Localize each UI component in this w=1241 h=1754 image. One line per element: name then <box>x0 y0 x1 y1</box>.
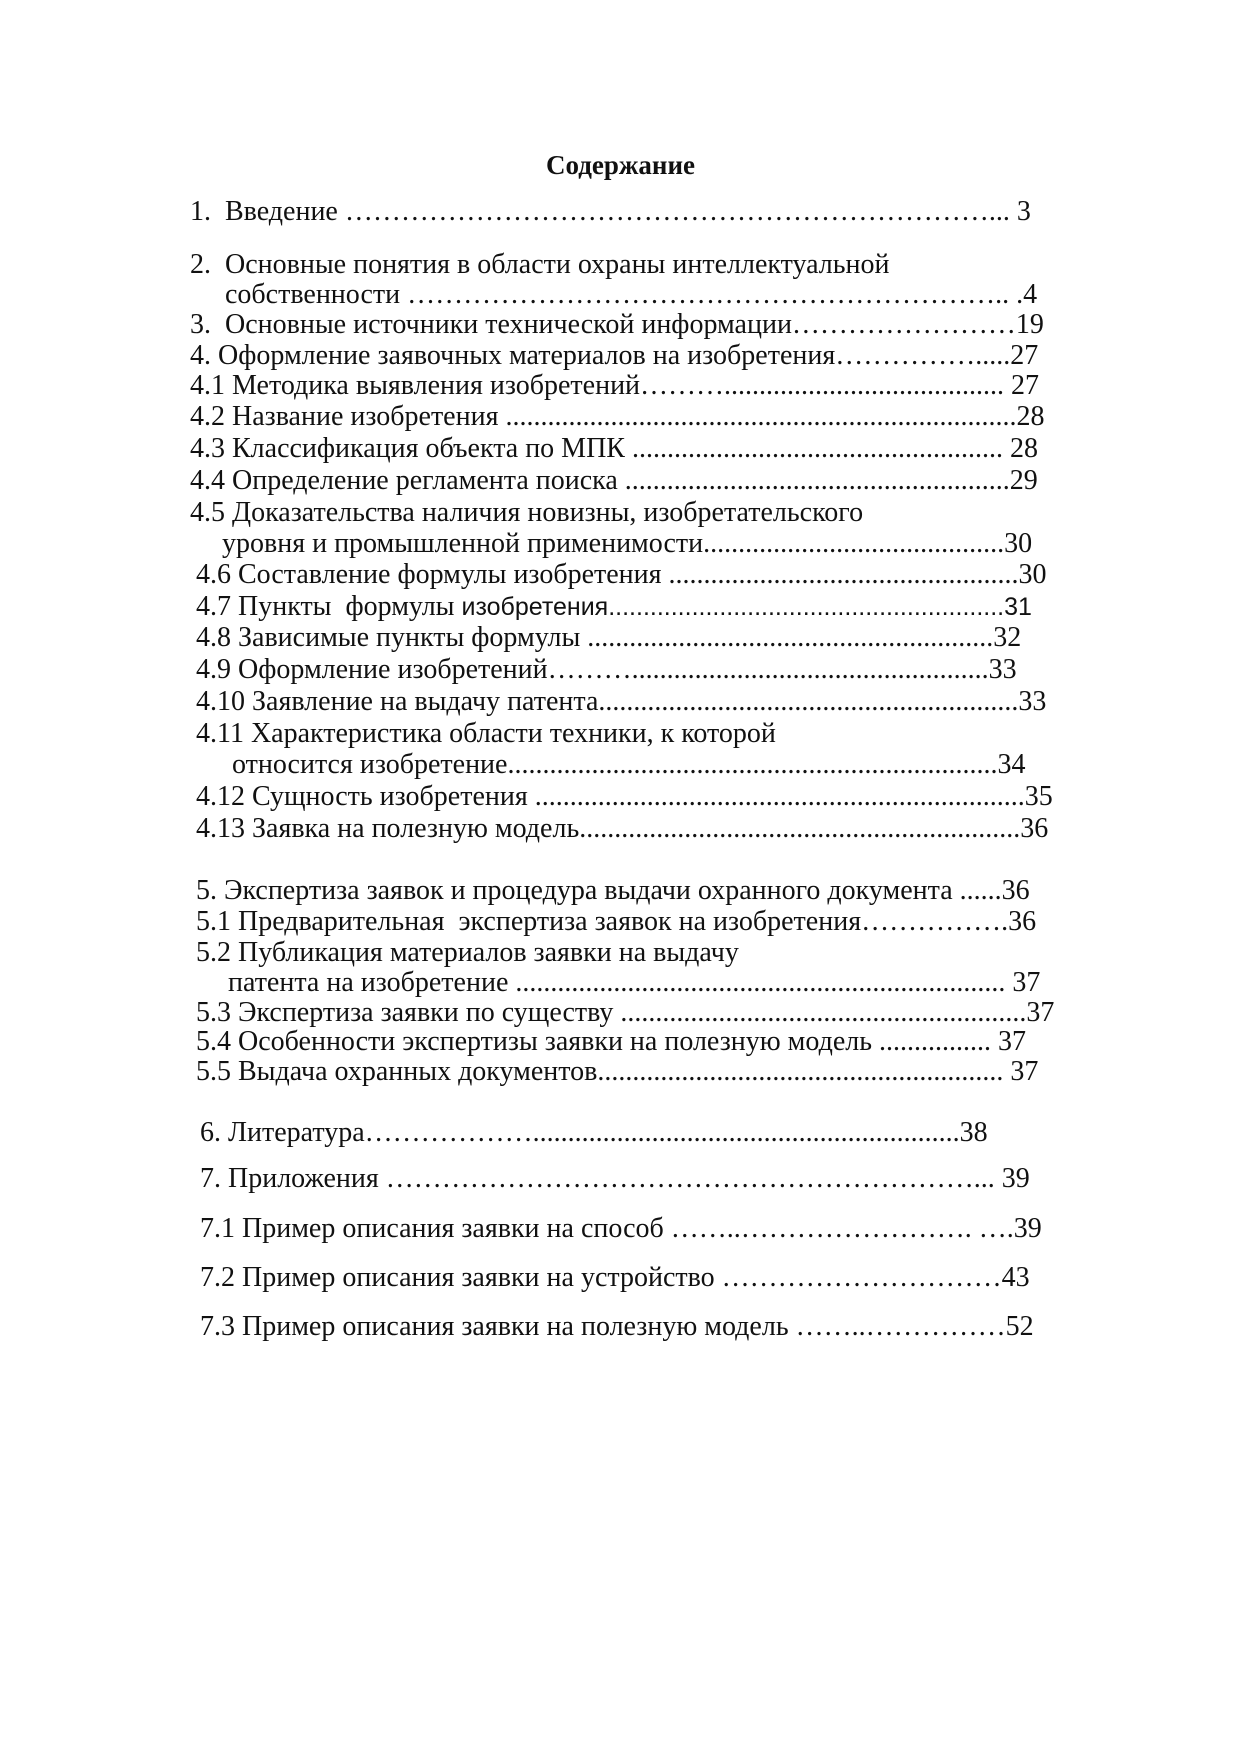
toc-entry: 7.3 Пример описания заявки на полезную модель ……..……………52 <box>200 1311 1034 1342</box>
toc-entry: собственности ……………………………………………………….. .4 <box>225 279 1038 310</box>
toc-entry: 7.2 Пример описания заявки на устройство …………………………43 <box>200 1262 1030 1293</box>
toc-entry: патента на изобретение ...................................................................... 37 <box>228 967 1041 998</box>
toc-entry: 5.4 Особенности экспертизы заявки на полезную модель ................ 37 <box>196 1026 1026 1057</box>
toc-entry: 4.10 Заявление на выдачу патента............................................................33 <box>196 686 1047 717</box>
toc-entry: 5.5 Выдача охранных документов.......................................................... 37 <box>196 1056 1039 1087</box>
toc-entry: 4.13 Заявка на полезную модель...............................................................36 <box>196 813 1049 844</box>
toc-entry: 5.3 Экспертиза заявки по существу ..........................................................37 <box>196 997 1055 1028</box>
toc-entry: уровня и промышленной применимости...........................................30 <box>222 528 1033 559</box>
toc-entry: 7. Приложения ………………………………………………………... 39 <box>200 1163 1030 1194</box>
toc-entry: 4. Оформление заявочных материалов на изобретения…………….....27 <box>190 340 1039 371</box>
toc-entry: 4.4 Определение регламента поиска .......................................................29 <box>190 465 1038 496</box>
toc-entry <box>196 590 1032 624</box>
toc-entry: 3. Основные источники технической информации……………………19 <box>190 309 1044 340</box>
toc-entry: 5.2 Публикация материалов заявки на выдачу <box>196 937 739 968</box>
toc-entry: 5. Экспертиза заявок и процедура выдачи охранного документа ......36 <box>196 875 1030 906</box>
toc-entry: 4.11 Характеристика области техники, к которой <box>196 718 776 749</box>
toc-entry: 2. Основные понятия в области охраны интеллектуальной <box>190 249 890 280</box>
toc-entry: 4.6 Составление формулы изобретения ..................................................30 <box>196 559 1047 590</box>
toc-entry: 1. Введение ……………………………………………………………... 3 <box>190 196 1031 227</box>
toc-entry: 4.9 Оформление изобретений………...................................................33 <box>196 654 1017 685</box>
toc-entry: 4.12 Сущность изобретения ......................................................................35 <box>196 781 1053 812</box>
toc-entry: 4.2 Название изобретения .........................................................................28 <box>190 401 1045 432</box>
toc-entry: 5.1 Предварительная экспертиза заявок на изобретения…………….36 <box>196 906 1037 937</box>
toc-entry-part: изобретения.........................................................31 <box>461 593 1032 621</box>
toc-entry: 6. Литература……………….............................................................38 <box>200 1117 988 1148</box>
toc-entry-part: 4.7 Пункты формулы <box>196 591 462 622</box>
toc-entry: 4.3 Классификация объекта по МПК ..................................................... 28 <box>190 433 1038 464</box>
toc-entry: относится изобретение......................................................................34 <box>232 749 1026 780</box>
page-title: Содержание <box>545 150 696 180</box>
toc-entry: 7.1 Пример описания заявки на способ ……..……………………. ….39 <box>200 1213 1042 1244</box>
toc-entry: 4.8 Зависимые пункты формулы ..........................................................32 <box>196 622 1022 653</box>
toc-entry: 4.1 Методика выявления изобретений………........................................ 27 <box>190 370 1040 401</box>
toc-entry: 4.5 Доказательства наличия новизны, изобретательского <box>190 497 864 528</box>
